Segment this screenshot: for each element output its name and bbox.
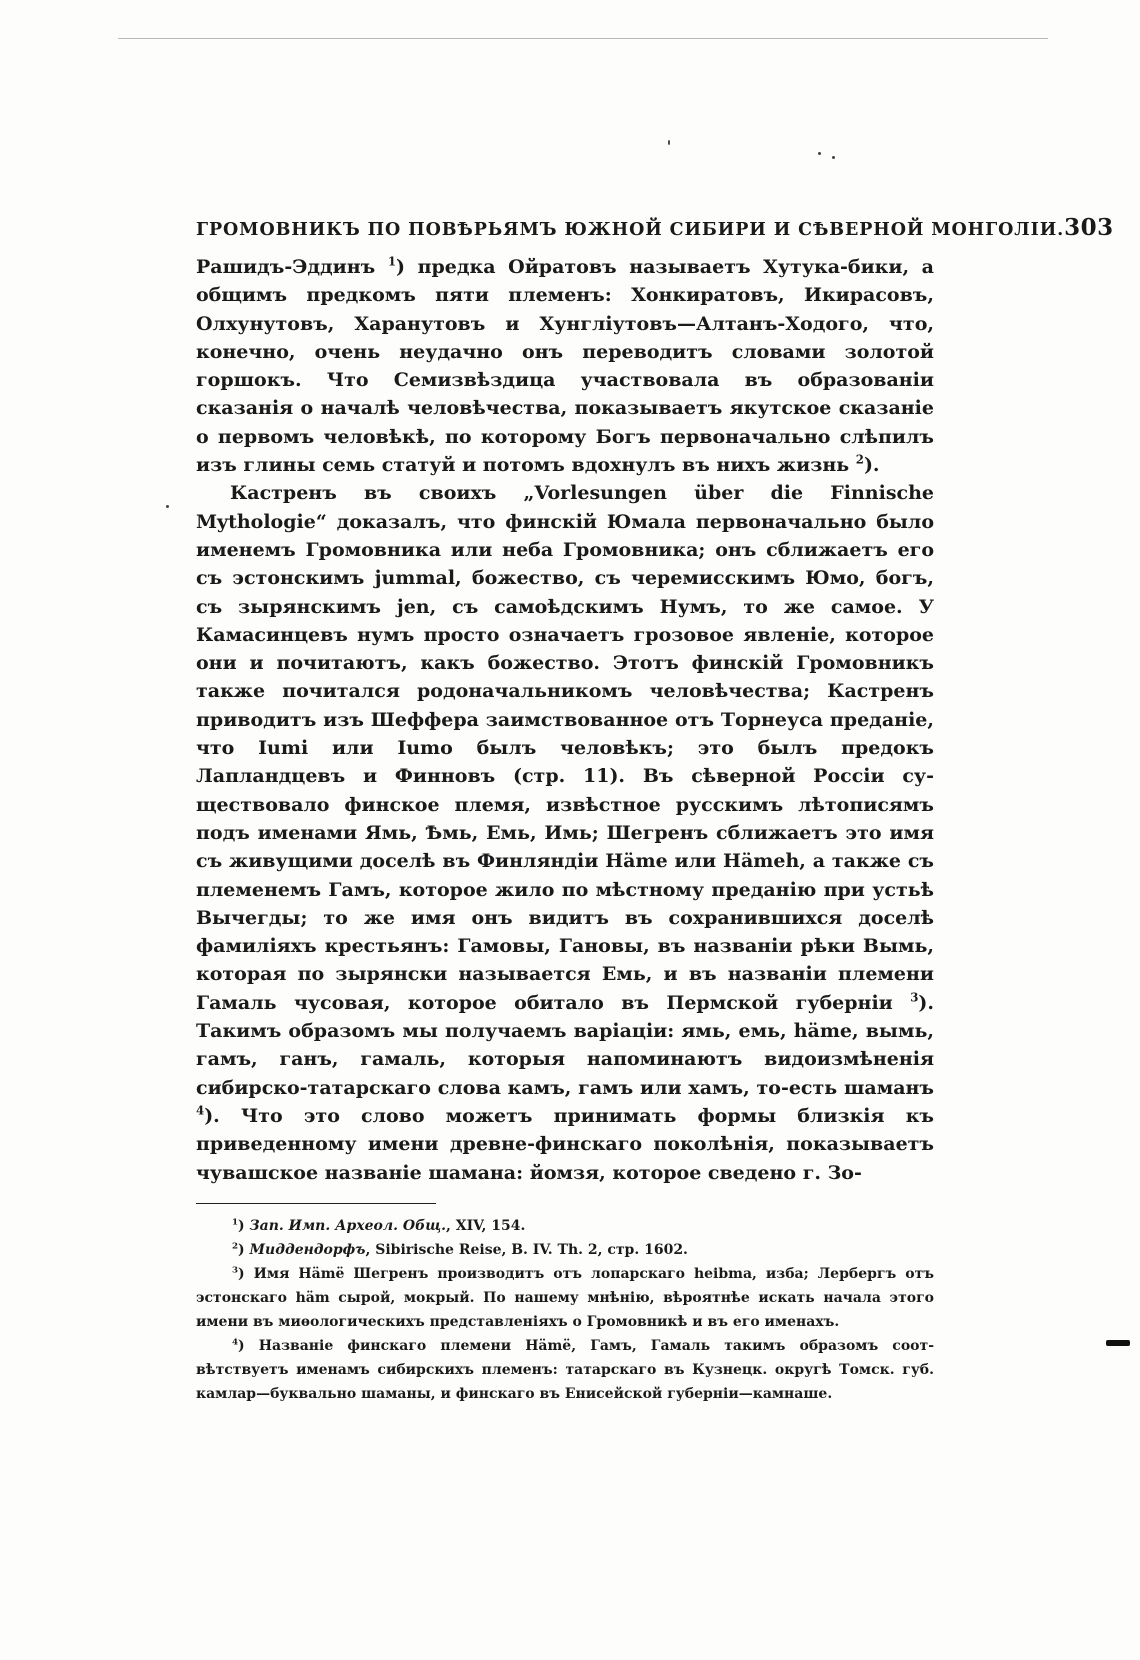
running-title: ГРОМОВНИКЪ ПО ПОВѢРЬЯМЪ ЮЖНОЙ СИБИРИ И СѢВЕРНОЙ МОНГОЛІИ. [196,220,1065,240]
page-number: 303 [1064,214,1114,241]
footnote-ref[interactable]: 4 [196,1103,205,1118]
scan-speck [818,152,821,155]
footnote-ref[interactable]: 1 [387,254,397,269]
footnote-3: $^3$) Имя Hämë Шегренъ производитъ отъ лопарскаго heibma, изба; Лербергъ отъ эстонскаго häm сырой, мокрый. По нашему мнѣнію, вѣроятнѣе искать начала этого имени въ миѳологическихъ представленіяхъ о Громовникѣ и въ его именахъ. [196,1265,934,1330]
running-head [196,214,1114,241]
scan-edge-mark [1106,1340,1130,1346]
footnote-2: $^2$) Миддендорфъ, Sibirische Reise, B. IV. Th. 2, стр. 1602. [232,1241,688,1258]
footnotes [196,1214,934,1406]
footnote-ref[interactable]: 2 [855,452,864,467]
main-text [196,253,934,1187]
scan-speck [668,140,670,145]
footnote-1: $^1$) Зап. Имп. Археол. Общ., XIV, 154. [232,1217,526,1234]
paragraph: Рашидъ-Эддинъ $^1$) предка Ойратовъ называетъ Хутука-бики, а общимъ предкомъ пяти племенъ: Хонкиратовъ, Икирасовъ, Олхунутовъ, Харанутовъ и Хунгліутовъ—Алтанъ-Ходого, что, конечно, очень неудачно онъ переводитъ словами золотой горшокъ. Что Семизвѣздица участвовала въ образованіи сказанія о началѣ человѣчества, показываетъ якутское сказаніе о первомъ человѣкѣ, по которому Богъ первоначально слѣпилъ изъ глины семь статуй и потомъ вдохнулъ въ нихъ жизнь $^2$). [196,254,934,477]
book-page [196,214,1114,1406]
footnote-ref[interactable]: 3 [910,990,919,1005]
paragraph: Кастренъ въ своихъ „Vorlesungen über die Finnische Mythologie“ доказалъ, что финскій Юмала первоначально было именемъ Громовника или неба Громовника; онъ сближаетъ его съ эстонскимъ jummal, божество, съ черемисскимъ Юмо, богъ, съ зырянскимъ jen, съ самоѣдскимъ Нумъ, то же самое. У Камасинцевъ нумъ просто означаетъ грозовое явленіе, которое они и почитаютъ, какъ божество. Этотъ финскій Громовникъ также почитался родоначальникомъ человѣчества; Кастренъ приводитъ изъ Шеффера заимствованное отъ Торнеуса преданіе, что Iumi или Iumo былъ человѣкъ; это былъ предокъ Лапландцевъ и Финновъ (стр. 11). Въ сѣверной Россіи существовало финское племя, извѣстное русскимъ лѣтописямъ подъ именами Ямь, Ѣмь, Емь, Имь; Шегренъ сближаетъ это имя съ живущими доселѣ въ Финляндіи Häme или Hämeh, а также съ племенемъ Гамъ, которое жило по мѣстному преданію при устьѣ Вычегды; то же имя онъ видитъ въ сохранившихся доселѣ фамиліяхъ крестьянъ: Гамовы, Гановы, въ названіи рѣки Вымь, которая по зырянски называется Емь, и въ названіи племени Гамаль чусовая, которое обитало въ Пермской губерніи $^3$). Такимъ образомъ мы получаемъ варіаціи: ямь, емь, häme, вымь, гамъ, ганъ, гамаль, которыя напоминаютъ видоизмѣненія сибирско-татарскаго слова камъ, гамъ или хамъ, то-есть шаманъ $^4$). Что это слово можетъ принимать формы близкія къ приведенному имени древне-финскаго поколѣнія, показываетъ чувашское названіе шамана: йомзя, которое сведено г. Зо- [196,482,934,1184]
scan-speck [832,156,835,159]
scan-speck [166,505,169,508]
scan-top-edge-line [118,38,1048,39]
footnote-divider [196,1203,436,1204]
footnote-4: $^4$) Названіе финскаго племени Hämë, Гамъ, Гамаль такимъ образомъ соотвѣтствуетъ именамъ сибирскихъ племенъ: татарскаго въ Кузнецк. округѣ Томск. губ. камлар—буквально шаманы, и финскаго въ Енисейской губерніи—камнаше. [196,1337,934,1402]
